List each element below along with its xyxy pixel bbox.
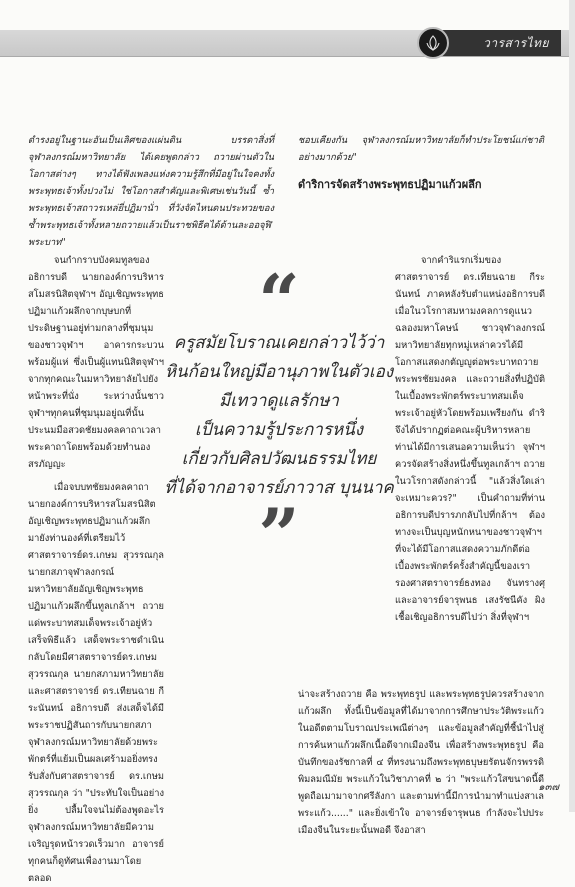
left-column-top xyxy=(28,132,274,252)
lotus-emblem-icon xyxy=(417,27,449,59)
page-edge xyxy=(569,0,575,812)
page-number: ๑๓๗ xyxy=(538,782,559,793)
section-label: วารสารไทย xyxy=(483,35,549,50)
pull-quote-line: เป็นความรู้ประการหนึ่ง xyxy=(194,420,364,440)
open-quote-icon: “ xyxy=(258,258,300,343)
pull-quote-line: เกี่ยวกับศิลปวัฒนธรรมไทย xyxy=(181,449,377,469)
right-paragraph-3: น่าจะสร้างถวาย คือ พระพุทธรูป และพระพุทธรูปควรสร้างจากแก้วผลึก ทั้งนี้เป็นข้อมูลที่ได้มาจากการศึกษาประวัติพระแก้วในอดีตตามโบราณประเพณีต่างๆ และข้อมูลสำคัญที่ชี้นำไปสู่การค้นหาแก้วผลึกเนื้อดีจากเมืองจีน เพื่อสร้างพระพุทธรูป คือ บันทึกของรัชกาลที่ ๔ ที่ทรงนามถึงพระพุทธบุษยรัตนจักรพรรดิพิมลมณีมัย พระแก้วในวิชาภาคที่ ๒ ว่า "พระแก้วใสขนาดนี้ดีพูดถือเมามาจากศรีลังกา และตามท่านี้มีการนำมาทำแบ่งสาเลพระแก้ว......" และยิ่งเข้าใจ อาจารย์จารุพนธ กำลังจะไปประเมืองจีนในระยะนั้นพอดี จึงอาสา xyxy=(298,689,544,836)
left-paragraph-1: ดำรงอยู่ในฐานะอันเป็นเลิศของแผ่นดิน บรรดาสิ่งที่จุฬาลงกรณ์มหาวิทยาลัย ได้เคยพูดกล่าว ถวายผ่านตัวในโอกาสต่างๆ ทางได้ฟังเพลงแห่งความรู้สึกที่มีอยู่ในใจคงทั้งพระพุทธเจ้าทั้งปวงไม่ ใช่โอกาสสำคัญและพิเศษเช่นวันนี้ ซ้ำพระพุทธเจ้าสถาวรเหล่ยี่ปฏิมานั่า ที่วังจัดไหนดนประทวยของซ้ำพระพุทธเจ้าทั้งหลายถวายแล้วเป็นราชพิธีคได้ด้านละออจุฬิพระบาท" xyxy=(28,135,274,248)
left-column-narrow xyxy=(28,252,164,884)
section-tag xyxy=(431,30,561,56)
pull-quote-line: หินก้อนใหญ่มีอานุภาพในตัวเอง xyxy=(164,362,394,382)
right-paragraph-2: จากคำริแรกเริ่มของ ศาสตราจารย์ ดร.เทียนฉาย กีระนันทน์ ภาคหลังรับตำแหน่งอธิการบดี เมื่อในวโรกาสมหามงคลการดูแนวฉลองมหาโคษน์ ชาวจุฬาลงกรณ์มหาวิทยาลัยทุกหมู่เหล่าควรได้มีโอกาสแสดงกตัญญูต่อพระบาทถวายพระพรชัยมงคล และถวายสิ่งที่ปฏิบัติในเบื้องพระพักตร์พระบาทสมเด็จพระเจ้าอยู่หัวโดยพร้อมเพรียงกัน ดำริจึงได้ปรากฏต่อคณะผู้บริหารหลายท่านได้มีการเสนอความเห็นว่า จุฬาฯ ควรจัดสร้างสิ่งหนึ่งขึ้นทูลเกล้าฯ ถวาย ในวโรกาสดังกล่าวนี้ "แล้วสิ่งใดเล่าจะเหมาะควร?" เป็นคำถามที่ท่านอธิการบดีปรารภกลับไปที่กล้าฯ ต้องทางจะเป็นบุญหนักหนาของชาวจุฬาฯที่จะได้มีโอกาสแสดงความภักดีต่อเบื้องพระพักตร์ครั้งสำคัญนี้ของเรา รองศาสตราจารย์ธงทอง จันทรางศุ และอาจารย์จารุพนธ เสงรัชนีคัง ผิงเชื้อเชิญอธิการบดีไปว่า สิ่งที่จุฬาฯ xyxy=(395,255,545,623)
section-heading: ดำริการจัดสร้างพระพุทธปฏิมาแก้วผลึก xyxy=(298,178,482,191)
pull-quote-line: มีเทวาดูแลรักษา xyxy=(219,391,339,411)
pull-quote-text xyxy=(164,329,394,503)
right-column-narrow xyxy=(395,252,545,684)
left-paragraph-2: จนกำกราบบังคมทูลของอธิการบดี นายกองค์การบริหารสโมสรนิสิตจุฬาฯ อัญเชิญพระพุทธปฏิมาแก้วผลึกจากบุษบกที่ประดิษฐานอยู่ท่ามกลางที่ชุมนุมของชาวจุฬาฯ อาคารกระบวนพร้อมผู้แห่ ซึ่งเป็นผู้แทนนิสิตจุฬาฯ จากทุกคณะในมหาวิทยาลัยไปยังหน้าพระที่นั่ง ระหว่างนั้นชาวจุฬาฯทุกคนที่ชุมนุมอยู่ณที่นั้นประนมมือสวดชัยมงคลคาถาเวลาพระคาถาโดยพร้อมด้วยทำนองสรภัญญะ xyxy=(28,255,164,470)
right-column-bottom xyxy=(298,686,544,836)
pull-quote-line: ที่ได้จากอาจารย์ภาวาส บุนนาค xyxy=(164,478,394,498)
right-paragraph-1: ชอบเคียงกัน จุฬาลงกรณ์มหาวิทยาลัยก็ทำประโยชน์แก่ชาติอย่างมากด้วย" xyxy=(298,135,544,163)
left-paragraph-3: เมื่อจบบทชัยมงคลคาถา นายกองค์การบริหารสโมสรนิสิตอัญเชิญพระพุทธปฏิมาแก้วผลึกมายังท่านองค์ที่เตรียมไว้ ศาสตราจารย์ดร.เกษม สุวรรณกุล นายกสภาจุฬาลงกรณ์มหาวิทยาลัยอัญเชิญพระพุทธปฏิมาแก้วผลึกขึ้นทูลเกล้าฯ ถวายแด่พระบาทสมเด็จพระเจ้าอยู่หัว เสร็จพิธีแล้ว เสด็จพระราชดำเนินกลับโดยมีศาสตราจารย์ดร.เกษม สุวรรณกุล นายกสภามหาวิทยาลัยและศาสตราจารย์ ดร.เทียนฉาย กีระนันทน์ อธิการบดี ส่งเสด็จได้มีพระราชปฏิสันถารกับนายกสภาจุฬาลงกรณ์มหาวิทยาลัยด้วยพระพักตร์ที่แย้มเป็นผลเศร้ามอยิ่งทรงรับสั่งกับศาสตราจารย์ ดร.เกษม สุวรรณกุล ว่า "ประทับใจเป็นอย่างยิ่ง ปลื้มใจจนไม่ต้องพูดอะไร จุฬาลงกรณ์มหาวิทยาลัยมีความเจริญรุดหน้ารวดเร็วมาก อาจารย์ทุกคนก็ดูทัศนเพื่องานมาโดยตลอด xyxy=(28,482,164,884)
close-quote-icon: ” xyxy=(258,492,300,577)
pull-quote xyxy=(164,258,394,577)
pull-quote-line: ครูสมัยโบราณเคยกล่าวไว้ว่า xyxy=(173,333,385,353)
